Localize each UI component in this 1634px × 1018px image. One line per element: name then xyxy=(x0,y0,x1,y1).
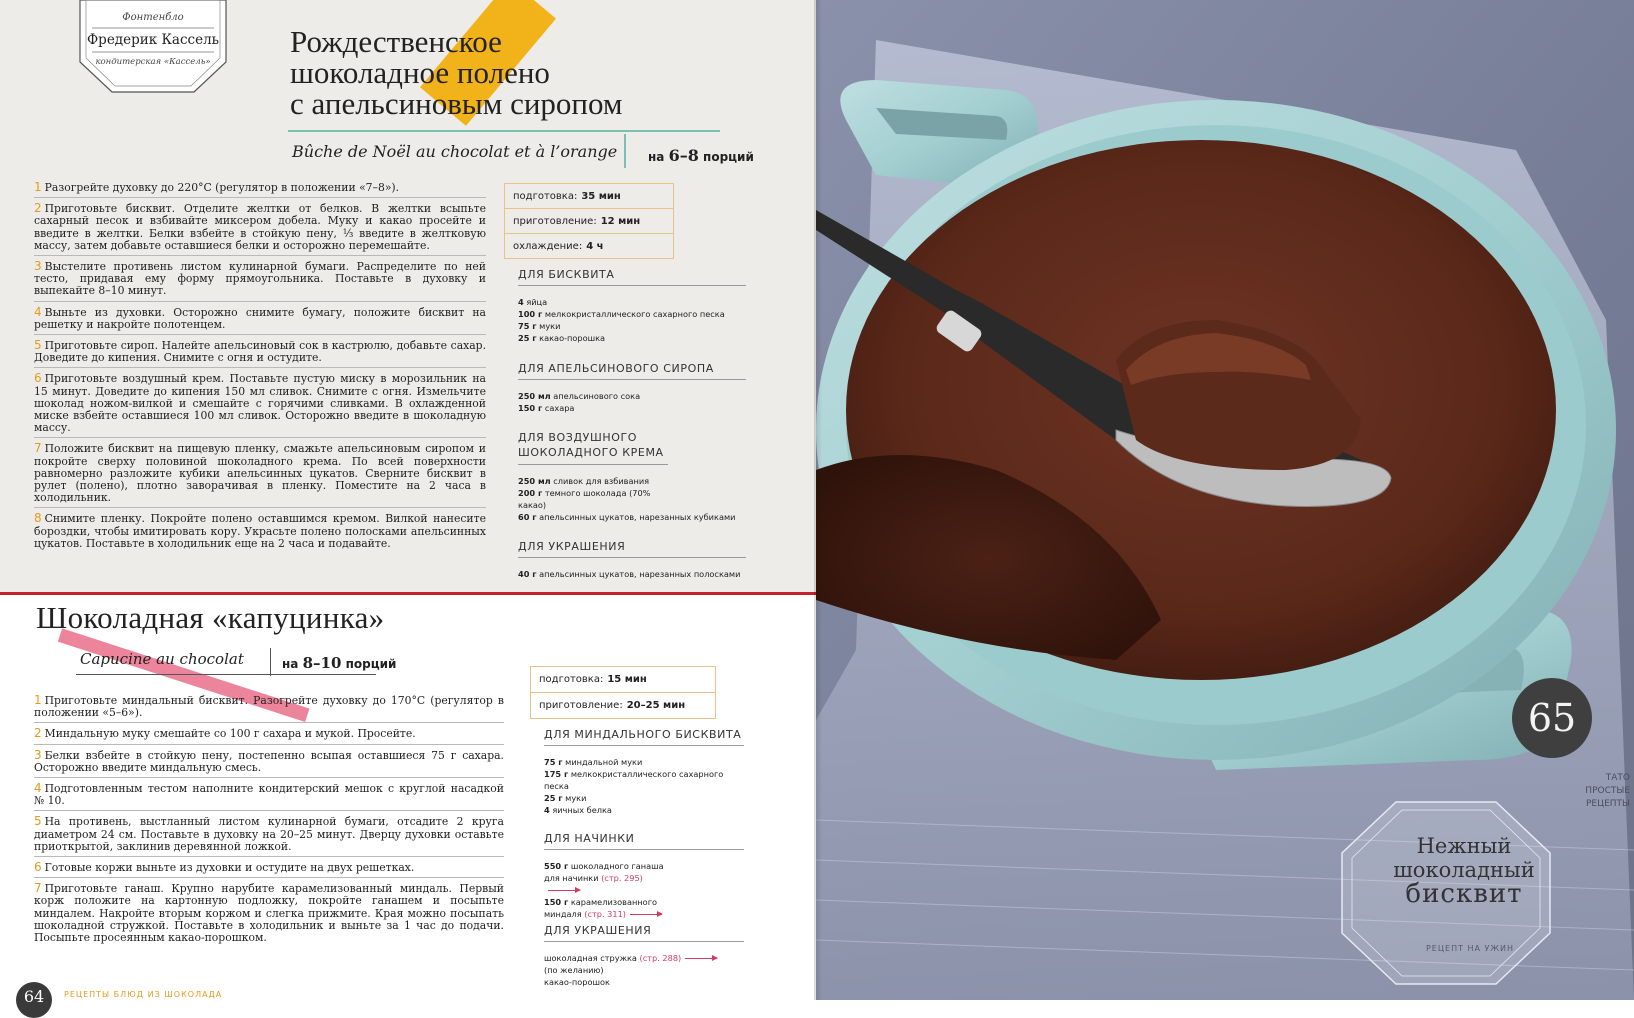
ingredient-group xyxy=(544,924,744,988)
recipe-step xyxy=(34,815,504,857)
step-text: Разогрейте духовку до 220°C (регулятор в положении «7–8»). xyxy=(44,181,400,194)
step-number: 8 xyxy=(34,511,42,526)
step-number: 4 xyxy=(34,781,42,796)
recipe1-title-line: Рождественское xyxy=(290,24,502,59)
time-label: охлаждение: xyxy=(513,240,583,252)
ingredient-name: (по желанию) xyxy=(544,965,604,975)
recipe2-portions xyxy=(282,654,396,672)
time-row xyxy=(531,667,715,693)
page-gutter xyxy=(814,0,822,1000)
ingredient-item xyxy=(544,756,744,768)
badge-author-name: Фредерик Кассель xyxy=(86,32,220,48)
ingredient-heading: ДЛЯ НАЧИНКИ xyxy=(544,832,744,850)
step-text: Положите бисквит на пищевую пленку, смажьте апельсиновым сиропом и покройте сверху половиной шоколадного крема. По всей поверхности равномерно разложите кубики апельсинных цукатов. Сверните бисквит в рулет (полено), плотно заворачивая в пленку. Поместите на 2 часа в холодильник. xyxy=(34,442,486,505)
ingredient-heading: ДЛЯ АПЕЛЬСИНОВОГО СИРОПА xyxy=(518,362,746,380)
section-label-line: ТАТО xyxy=(1605,773,1630,783)
step-number: 7 xyxy=(34,881,42,896)
portions-number: 8–10 xyxy=(302,654,342,672)
ingredient-item xyxy=(544,792,744,804)
recipe1-title-line: шоколадное полено xyxy=(290,55,550,90)
recipe1-times xyxy=(504,183,674,259)
page-number-left: 64 xyxy=(16,982,52,1018)
time-label: подготовка: xyxy=(513,190,578,202)
ingredient-name: апельсинового сока xyxy=(553,391,641,401)
time-value: 35 мин xyxy=(581,190,621,202)
ingredient-item xyxy=(544,896,674,920)
portions-suffix: порций xyxy=(703,150,754,164)
section-label-line: РЕЦЕПТЫ xyxy=(1586,799,1630,809)
ingredient-item xyxy=(544,964,744,976)
recipe-step xyxy=(34,181,486,198)
recipe-step xyxy=(34,442,486,508)
ingredient-heading: ДЛЯ МИНДАЛЬНОГО БИСКВИТА xyxy=(544,728,744,746)
ingredient-qty: 60 г xyxy=(518,512,537,522)
recipe-step xyxy=(34,260,486,302)
step-number: 3 xyxy=(34,747,42,762)
ingredient-item xyxy=(518,487,668,511)
recipe1-portions xyxy=(648,146,754,165)
ingredient-qty: 250 мл xyxy=(518,476,551,486)
ingredient-qty: 150 г xyxy=(518,403,543,413)
step-text: Снимите пленку. Покройте полено оставшимся кремом. Вилкой нанесите бороздки, чтобы имитировать кору. Украсьте полено полосками апельсинных цукатов. Поставьте в холодильник еще на 2 часа и подавайте. xyxy=(34,512,486,550)
ingredient-group xyxy=(518,362,746,414)
photo-title-line: Нежный xyxy=(1416,834,1512,858)
portions-divider xyxy=(624,134,626,168)
step-number: 7 xyxy=(34,441,42,456)
ingredient-qty: 200 г xyxy=(518,488,543,498)
step-number: 2 xyxy=(34,726,42,741)
step-number: 3 xyxy=(34,259,42,274)
section-label xyxy=(1560,772,1630,811)
arrow-right-icon xyxy=(630,914,662,915)
photo-title-line: шоколадный xyxy=(1393,858,1535,882)
time-label: приготовление: xyxy=(513,215,597,227)
ingredient-heading: ДЛЯ УКРАШЕНИЯ xyxy=(518,540,746,558)
time-value: 15 мин xyxy=(607,674,647,685)
recipe-step xyxy=(34,339,486,368)
ingredient-item xyxy=(544,976,744,988)
left-page xyxy=(0,0,816,1006)
portions-suffix: порций xyxy=(345,657,397,671)
ingredient-qty: 175 г xyxy=(544,769,569,779)
ingredient-item xyxy=(518,308,746,320)
author-badge xyxy=(78,0,228,94)
ingredient-heading: ДЛЯ ВОЗДУШНОГО ШОКОЛАДНОГО КРЕМА xyxy=(518,430,668,465)
portions-divider xyxy=(270,648,271,676)
recipe-step xyxy=(34,727,504,744)
recipe1-title-line: с апельсиновым сиропом xyxy=(290,86,623,121)
ingredient-heading: ДЛЯ УКРАШЕНИЯ xyxy=(544,924,744,942)
ingredient-item xyxy=(518,568,746,580)
arrow-right-icon xyxy=(548,890,580,891)
step-text: Миндальную муку смешайте со 100 г сахара и мукой. Просейте. xyxy=(44,727,416,741)
ingredient-item xyxy=(544,768,744,792)
step-number: 6 xyxy=(34,371,42,386)
recipe-step xyxy=(34,782,504,811)
ingredient-qty: 75 г xyxy=(544,757,563,767)
ingredient-item xyxy=(544,860,674,896)
page-number-right: 65 xyxy=(1512,678,1592,758)
recipe2-subtitle: Capucine au chocolat xyxy=(80,650,244,668)
time-label: подготовка: xyxy=(539,674,604,685)
ingredient-name: темного шоколада (70% какао) xyxy=(518,488,651,510)
ingredient-qty: 100 г xyxy=(518,309,543,319)
ingredient-qty: 40 г xyxy=(518,569,537,579)
ingredient-name: мелкокристаллического сахарного песка xyxy=(544,769,724,791)
portions-prefix: на xyxy=(282,657,299,671)
arrow-right-icon xyxy=(685,958,717,959)
ingredient-name: карамелизованного миндаля xyxy=(544,897,658,919)
time-value: 4 ч xyxy=(586,240,604,252)
recipe-step xyxy=(34,749,504,778)
ingredient-item xyxy=(544,804,744,816)
ingredient-item xyxy=(518,320,746,332)
time-label: приготовление: xyxy=(539,700,623,711)
step-number: 6 xyxy=(34,860,42,875)
ingredient-name: апельсинных цукатов, нарезанных кубиками xyxy=(539,512,736,522)
ingredient-qty: 4 xyxy=(544,805,550,815)
ingredient-name: сливок для взбивания xyxy=(553,476,650,486)
ingredient-item xyxy=(518,402,746,414)
step-text: Белки взбейте в стойкую пену, постепенно всыпая оставшиеся 75 г сахара. Осторожно введите миндальную смесь. xyxy=(34,748,504,774)
time-row xyxy=(505,209,673,234)
badge-city: Фонтенбло xyxy=(122,12,184,23)
recipe-step xyxy=(34,306,486,335)
ingredient-name: какао-порошка xyxy=(539,333,606,343)
step-text: Приготовьте ганаш. Крупно нарубите карамелизованный миндаль. Первый корж положите на картонную подложку, покройте ганашем и посыпьте миндалем. Накройте вторым коржом и слегка прижмите. Края можно посыпать шоколадной стружкой. Поставьте в холодильник и выньте за 1 час до подачи. Посыпьте просеянным какао-порошком. xyxy=(34,882,504,945)
ingredient-group xyxy=(544,728,744,816)
badge-subtitle: кондитерская «Кассель» xyxy=(95,57,211,67)
ingredient-name: муки xyxy=(539,321,561,331)
step-text: Приготовьте миндальный бисквит. Разогрейте духовку до 170°C (регулятор в положении «5–6»). xyxy=(34,694,504,720)
recipe-step xyxy=(34,861,504,878)
running-footer: РЕЦЕПТЫ БЛЮД ИЗ ШОКОЛАДА xyxy=(64,990,223,999)
ingredient-item xyxy=(518,296,746,308)
portions-prefix: на xyxy=(648,150,665,164)
ingredient-qty: 550 г xyxy=(544,861,569,871)
ingredient-item xyxy=(518,332,746,344)
photo-title-big: бисквит xyxy=(1405,879,1523,909)
page-reference-link[interactable]: (стр. 295) xyxy=(601,873,643,883)
time-value: 12 мин xyxy=(600,215,641,227)
ingredient-qty: 25 г xyxy=(518,333,537,343)
title-divider xyxy=(288,130,720,132)
step-number: 4 xyxy=(34,304,42,319)
ingredient-name: мелкокристаллического сахарного песка xyxy=(544,309,725,319)
ingredient-item xyxy=(518,511,746,523)
recipe-step xyxy=(34,882,504,947)
ingredient-name: шоколадная стружка xyxy=(544,953,637,963)
page-reference-link[interactable]: (стр. 311) xyxy=(584,909,626,919)
ingredient-heading: ДЛЯ БИСКВИТА xyxy=(518,268,746,286)
time-value: 20–25 мин xyxy=(626,700,686,711)
ingredient-group xyxy=(518,540,746,580)
photo-badge-footer: РЕЦЕПТ НА УЖИН xyxy=(1425,944,1515,953)
step-number: 5 xyxy=(34,338,42,353)
ingredient-group xyxy=(518,430,746,523)
ingredient-qty: 150 г xyxy=(544,897,569,907)
page-reference-link[interactable]: (стр. 288) xyxy=(639,953,682,963)
step-text: Приготовьте сироп. Налейте апельсиновый сок в кастрюлю, добавьте сахар. Доведите до кипения. Снимите с огня и остудите. xyxy=(34,339,486,365)
recipe-step xyxy=(34,694,504,723)
ingredient-qty: 4 xyxy=(518,297,524,307)
ingredient-item xyxy=(544,952,744,964)
ingredient-name: шоколадного ганаша для начинки xyxy=(544,861,664,883)
step-text: Выстелите противень листом кулинарной бумаги. Распределите по ней тесто, придавая ему форму прямоугольника. Поставьте в духовку и выпекайте 8–10 минут. xyxy=(34,260,486,298)
ingredient-name: яйца xyxy=(526,297,548,307)
step-number: 2 xyxy=(34,201,42,216)
ingredient-item xyxy=(518,475,746,487)
ingredient-qty: 25 г xyxy=(544,793,563,803)
recipe-step xyxy=(34,372,486,438)
ingredient-group xyxy=(544,832,744,920)
recipe-step xyxy=(34,202,486,256)
step-number: 5 xyxy=(34,814,42,829)
step-text: Готовые коржи выньте из духовки и остудите на двух решетках. xyxy=(44,861,415,875)
ingredient-group xyxy=(518,268,746,344)
ingredient-item xyxy=(518,390,746,402)
ingredient-name: муки xyxy=(565,793,587,803)
ingredient-qty: 75 г xyxy=(518,321,537,331)
section-label-line: ПРОСТЫЕ xyxy=(1585,786,1630,796)
time-row xyxy=(505,184,673,209)
recipe1-subtitle: Bûche de Noël au chocolat et à l’orange xyxy=(292,142,618,161)
ingredient-qty: 250 мл xyxy=(518,391,551,401)
portions-number: 6–8 xyxy=(668,146,699,165)
step-number: 1 xyxy=(34,693,42,707)
step-text: Выньте из духовки. Осторожно снимите бумагу, положите бисквит на решетку и накройте полотенцем. xyxy=(34,305,486,331)
ingredient-name: яичных белка xyxy=(552,805,612,815)
recipe2-steps xyxy=(34,694,504,951)
ingredient-name: какао-порошок xyxy=(544,977,610,987)
time-row xyxy=(505,234,673,258)
ingredient-name: миндальной муки xyxy=(565,757,643,767)
photo-recipe-title xyxy=(1364,834,1564,909)
recipe-step xyxy=(34,512,486,553)
time-row xyxy=(531,693,715,718)
ingredient-name: сахара xyxy=(544,403,575,413)
recipe2-title: Шоколадная «капуцинка» xyxy=(36,600,385,635)
step-text: На противень, выстланный листом кулинарной бумаги, отсадите 2 круга диаметром 24 см. Поставьте в духовку на 20–25 минут. Дверцу духовки оставьте приоткрытой, заклинив деревянной ложкой. xyxy=(34,815,504,853)
step-text: Приготовьте бисквит. Отделите желтки от белков. В желтки всыпьте сахарный песок и взбивайте миксером добела. Муку и какао просейте и введите в желтки. Белки взбейте в стойкую пену, ⅓ введите в желтковую массу, затем добавьте оставшиеся белки и осторожно перемешайте. xyxy=(34,202,486,252)
step-text: Подготовленным тестом наполните кондитерский мешок с круглой насадкой № 10. xyxy=(34,782,504,808)
ingredient-name: апельсинных цукатов, нарезанных полосками xyxy=(539,569,741,579)
recipe2-times xyxy=(530,666,716,719)
subtitle-underline xyxy=(76,674,376,675)
recipe1-steps xyxy=(34,181,486,557)
step-number: 1 xyxy=(34,180,42,194)
section-divider xyxy=(0,592,816,595)
recipe1-title xyxy=(290,26,710,119)
step-text: Приготовьте воздушный крем. Поставьте пустую миску в морозильник на 15 минут. Доведите до кипения 150 мл сливок. Снимите с огня. Измельчите шоколад ножом-вилкой и смешайте с горячими сливками. В охлажденной миске взбейте оставшиеся 100 мл сливок. Осторожно введите в шоколадную массу. xyxy=(34,372,486,435)
